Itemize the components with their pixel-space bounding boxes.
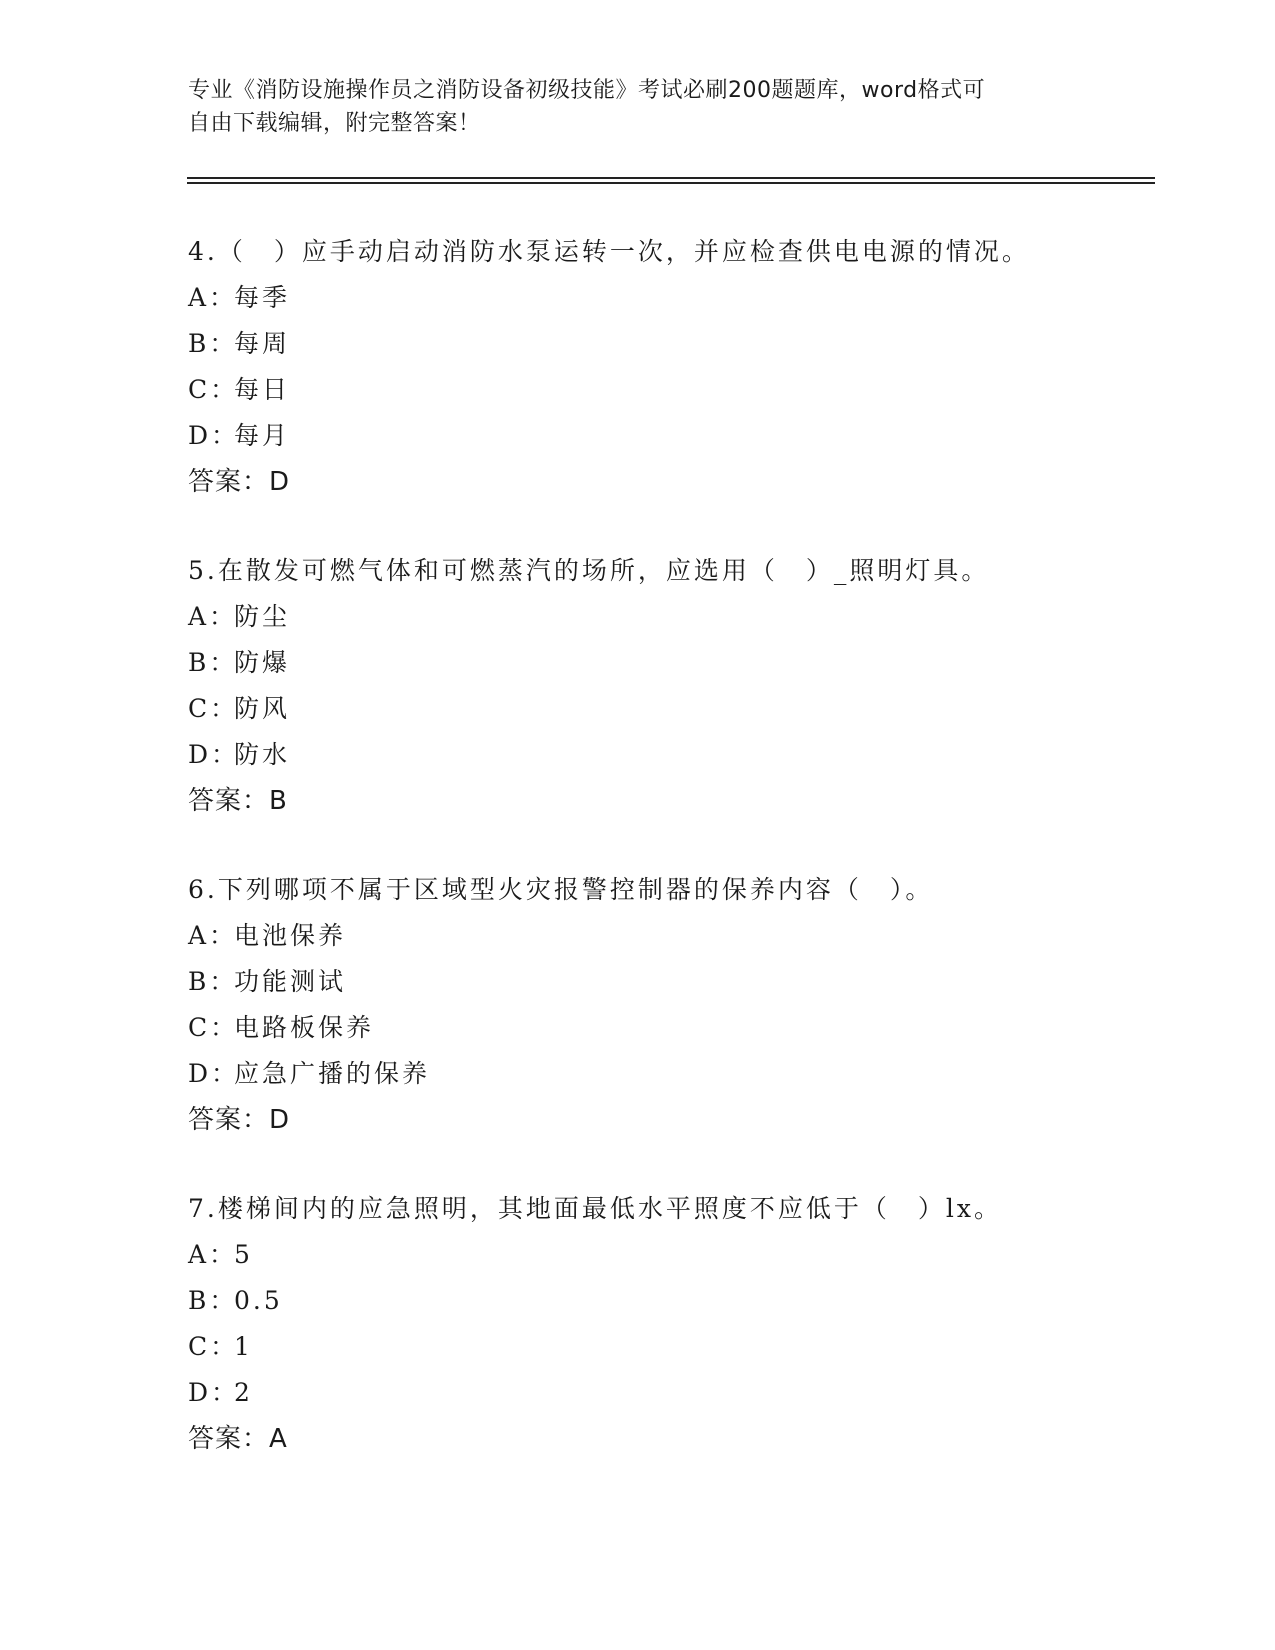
option-c [188, 375, 1138, 421]
option-text: 2 [234, 1378, 253, 1407]
option-key: D： [188, 740, 240, 769]
option-a [188, 1240, 1138, 1286]
option-key: A： [188, 602, 238, 631]
document-header [188, 74, 1088, 140]
option-c [188, 1013, 1138, 1059]
option-text: 0.5 [234, 1286, 283, 1315]
option-b [188, 329, 1138, 375]
option-key: C： [188, 694, 239, 723]
option-text: 每月 [234, 421, 291, 450]
option-b [188, 1286, 1138, 1332]
option-c [188, 694, 1138, 740]
option-key: D： [188, 1378, 240, 1407]
answer-line: 答案：B [188, 786, 288, 816]
answer-line: 答案：D [188, 1105, 291, 1135]
option-text: 防爆 [234, 648, 291, 677]
option-text: 应急广播的保养 [234, 1059, 431, 1088]
option-text: 防水 [234, 740, 291, 769]
option-key: B： [188, 967, 238, 996]
option-a [188, 921, 1138, 967]
option-c [188, 1332, 1138, 1378]
option-text: 1 [234, 1332, 253, 1361]
option-key: D： [188, 421, 240, 450]
option-text: 防尘 [234, 602, 291, 631]
header-divider-bottom [187, 182, 1155, 184]
option-key: B： [188, 648, 238, 677]
question-stem: 4.（ ）应手动启动消防水泵运转一次，并应检查供电电源的情况。 [188, 237, 1030, 266]
option-key: B： [188, 329, 238, 358]
option-text: 电池保养 [234, 921, 347, 950]
option-key: C： [188, 375, 239, 404]
answer-line: 答案：A [188, 1424, 288, 1454]
option-d [188, 1378, 1138, 1424]
option-d [188, 421, 1138, 467]
option-b [188, 648, 1138, 694]
question-block [188, 237, 1138, 497]
option-key: D： [188, 1059, 240, 1088]
option-key: C： [188, 1332, 239, 1361]
option-key: B： [188, 1286, 238, 1315]
question-block [188, 556, 1138, 816]
option-text: 每日 [234, 375, 291, 404]
option-d [188, 740, 1138, 786]
option-a [188, 602, 1138, 648]
answer-line: 答案：D [188, 467, 291, 497]
question-stem: 5.在散发可燃气体和可燃蒸汽的场所，应选用（ ）_照明灯具。 [188, 556, 990, 585]
header-line-2: 自由下载编辑，附完整答案！ [188, 111, 481, 136]
question-block [188, 875, 1138, 1135]
option-d [188, 1059, 1138, 1105]
option-b [188, 967, 1138, 1013]
option-text: 每季 [234, 283, 291, 312]
header-line-1: 专业《消防设施操作员之消防设备初级技能》考试必刷200题题库，word格式可 [188, 78, 986, 103]
option-text: 5 [234, 1240, 253, 1269]
option-key: C： [188, 1013, 239, 1042]
option-text: 防风 [234, 694, 291, 723]
question-block [188, 1194, 1138, 1454]
option-key: A： [188, 283, 238, 312]
option-key: A： [188, 921, 238, 950]
option-a [188, 283, 1138, 329]
option-text: 每周 [234, 329, 291, 358]
option-text: 电路板保养 [234, 1013, 375, 1042]
header-divider-top [187, 177, 1155, 179]
question-stem: 6.下列哪项不属于区域型火灾报警控制器的保养内容（ ）。 [188, 875, 934, 904]
option-key: A： [188, 1240, 238, 1269]
option-text: 功能测试 [234, 967, 347, 996]
question-stem: 7.楼梯间内的应急照明，其地面最低水平照度不应低于（ ）lx。 [188, 1194, 1002, 1223]
